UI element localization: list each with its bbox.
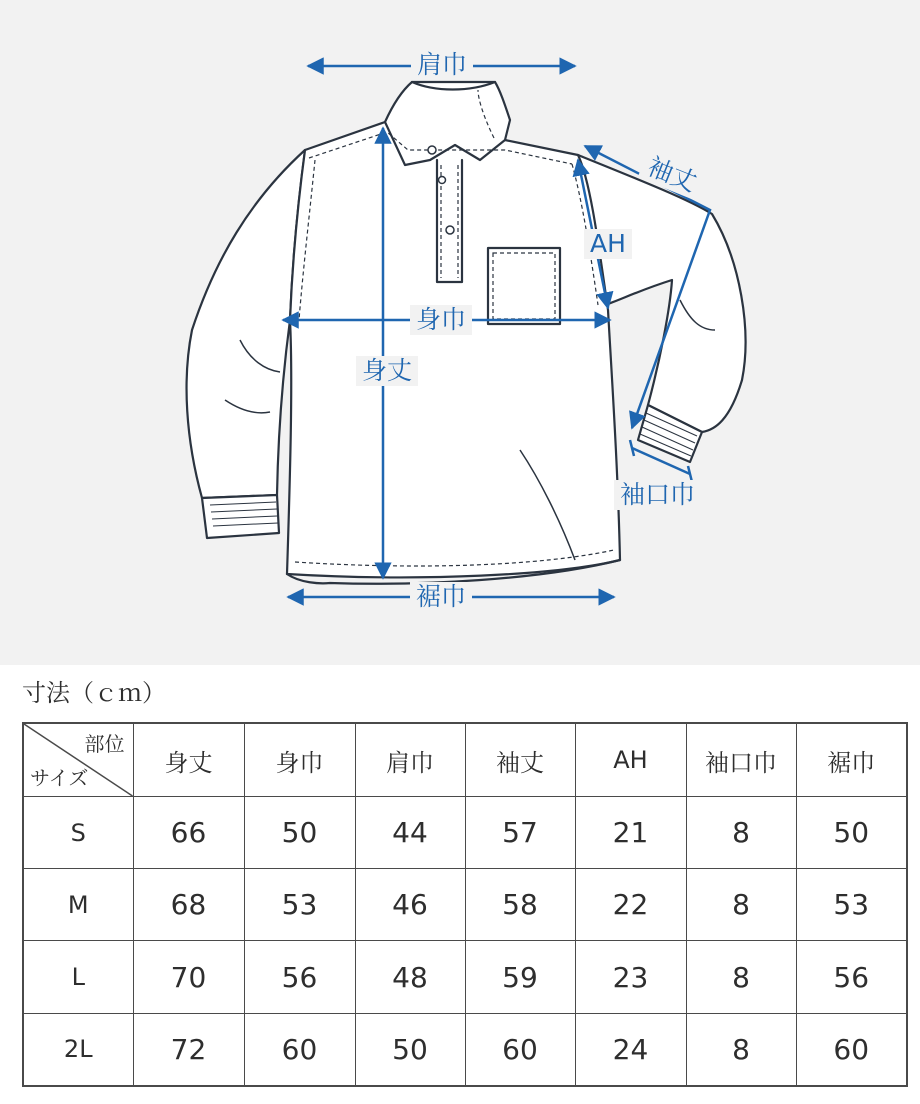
table-cell: 21 xyxy=(575,797,686,869)
table-cell: 60 xyxy=(796,1013,907,1086)
size-cell: L xyxy=(23,941,133,1013)
table-cell: 53 xyxy=(244,869,355,941)
column-header: 身丈 xyxy=(133,723,244,797)
size-cell: 2L xyxy=(23,1013,133,1086)
table-cell: 24 xyxy=(575,1013,686,1086)
chest-pocket xyxy=(488,248,560,324)
cuff-width-label: 袖口巾 xyxy=(614,480,701,510)
column-header: 肩巾 xyxy=(355,723,465,797)
table-cell: 8 xyxy=(686,797,796,869)
table-cell: 50 xyxy=(796,797,907,869)
header-row xyxy=(23,723,907,797)
column-header: 裾巾 xyxy=(796,723,907,797)
column-header: 身巾 xyxy=(244,723,355,797)
size-cell: M xyxy=(23,869,133,941)
table-cell: 66 xyxy=(133,797,244,869)
table-cell: 60 xyxy=(244,1013,355,1086)
column-header: 袖丈 xyxy=(465,723,575,797)
table-cell: 57 xyxy=(465,797,575,869)
column-header: AH xyxy=(575,723,686,797)
table-cell: 48 xyxy=(355,941,465,1013)
hem-width-label: 裾巾 xyxy=(410,582,472,612)
table-cell: 8 xyxy=(686,1013,796,1086)
column-header: 袖口巾 xyxy=(686,723,796,797)
table-cell: 50 xyxy=(244,797,355,869)
table-cell: 50 xyxy=(355,1013,465,1086)
sleeve-length-label: 袖丈 xyxy=(638,149,707,200)
size-cell: S xyxy=(23,797,133,869)
shirt-body xyxy=(287,122,620,577)
table-row xyxy=(23,941,907,1013)
table-caption: 寸法（ｃｍ） xyxy=(22,679,166,707)
table-cell: 59 xyxy=(465,941,575,1013)
table-cell: 60 xyxy=(465,1013,575,1086)
corner-part-label: 部位 xyxy=(84,732,125,756)
left-sleeve xyxy=(187,150,305,498)
table-cell: 68 xyxy=(133,869,244,941)
corner-size-label: サイズ xyxy=(30,766,89,790)
table-cell: 72 xyxy=(133,1013,244,1086)
size-table xyxy=(22,722,908,1087)
table-cell: 56 xyxy=(796,941,907,1013)
table-row xyxy=(23,1013,907,1086)
table-cell: 58 xyxy=(465,869,575,941)
table-cell: 56 xyxy=(244,941,355,1013)
table-cell: 44 xyxy=(355,797,465,869)
table-row xyxy=(23,869,907,941)
table-cell: 8 xyxy=(686,869,796,941)
table-cell: 46 xyxy=(355,869,465,941)
table-cell: 70 xyxy=(133,941,244,1013)
corner-header xyxy=(23,723,133,797)
body-length-label: 身丈 xyxy=(356,356,418,386)
table-row xyxy=(23,797,907,869)
body-width-label: 身巾 xyxy=(410,305,472,335)
armhole-label: AH xyxy=(584,229,632,259)
table-cell: 8 xyxy=(686,941,796,1013)
table-cell: 23 xyxy=(575,941,686,1013)
table-cell: 53 xyxy=(796,869,907,941)
table-cell: 22 xyxy=(575,869,686,941)
shoulder-width-label: 肩巾 xyxy=(411,50,473,80)
